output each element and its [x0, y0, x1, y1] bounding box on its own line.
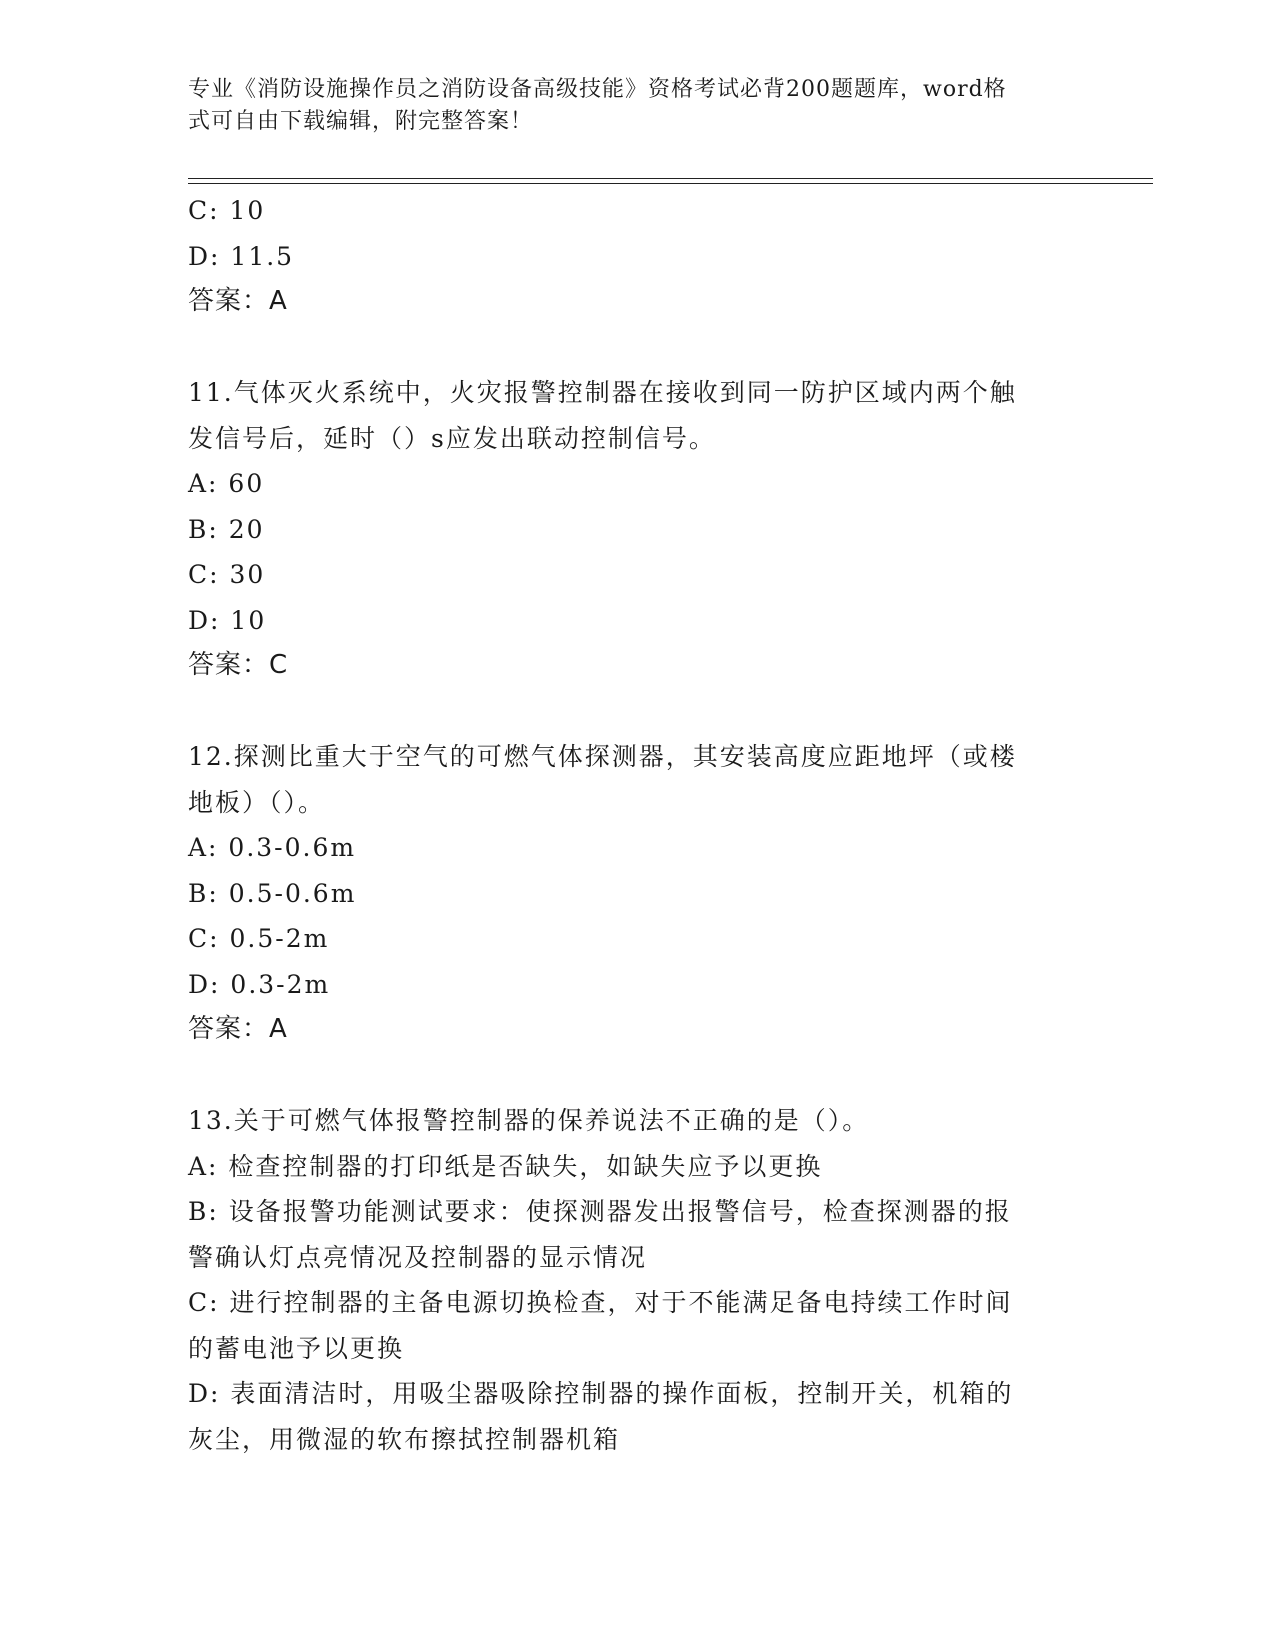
question-stem-cont: 发信号后，延时（）s应发出联动控制信号。 — [188, 423, 716, 453]
question-stem: 13.关于可燃气体报警控制器的保养说法不正确的是（）。 — [188, 1106, 870, 1135]
question-12 — [188, 734, 1068, 1053]
option-a: A: 60 — [188, 469, 265, 498]
option-c: C: 0.5-2m — [188, 924, 330, 953]
header-line-2: 式可自由下载编辑，附完整答案！ — [188, 109, 534, 134]
document-header — [188, 74, 1068, 138]
header-rule-top — [188, 178, 1153, 179]
answer-line: 答案：A — [188, 286, 288, 316]
question-stem: 12.探测比重大于空气的可燃气体探测器，其安装高度应距地坪（或楼 — [188, 742, 1017, 771]
option-a: A: 检查控制器的打印纸是否缺失，如缺失应予以更换 — [188, 1151, 823, 1181]
option-d-cont: 灰尘，用微湿的软布擦拭控制器机箱 — [188, 1424, 621, 1454]
question-stem-cont: 地板）（）。 — [188, 787, 326, 817]
question-stem: 11.气体灭火系统中，火灾报警控制器在接收到同一防护区域内两个触 — [188, 378, 1017, 407]
option-b-cont: 警确认灯点亮情况及控制器的显示情况 — [188, 1242, 648, 1272]
option-b: B: 0.5-0.6m — [188, 878, 357, 908]
option-a: A: 0.3-0.6m — [188, 833, 357, 862]
header-line-1: 专业《消防设施操作员之消防设备高级技能》资格考试必背200题题库，word格 — [188, 77, 1007, 102]
option-d: D: 表面清洁时，用吸尘器吸除控制器的操作面板，控制开关，机箱的 — [188, 1379, 1014, 1408]
answer-line: 答案：A — [188, 1014, 288, 1044]
option-c: C: 进行控制器的主备电源切换检查，对于不能满足备电持续工作时间 — [188, 1288, 1013, 1317]
question-13 — [188, 1098, 1068, 1462]
option-d: D: 0.3-2m — [188, 969, 331, 999]
option-c: C: 30 — [188, 560, 266, 589]
option-c-cont: 的蓄电池予以更换 — [188, 1333, 405, 1363]
option-b: B: 20 — [188, 514, 265, 544]
document-body — [188, 188, 1068, 1462]
answer-line: 答案：C — [188, 650, 289, 680]
header-rule-bottom — [188, 183, 1153, 184]
question-10-tail — [188, 188, 1068, 325]
question-11 — [188, 370, 1068, 689]
option-c: C: 10 — [188, 196, 266, 225]
option-d: D: 11.5 — [188, 241, 295, 271]
option-b: B: 设备报警功能测试要求：使探测器发出报警信号，检查探测器的报 — [188, 1197, 1012, 1226]
spacer — [188, 325, 1068, 371]
option-d: D: 10 — [188, 605, 267, 635]
spacer — [188, 689, 1068, 735]
spacer — [188, 1053, 1068, 1099]
